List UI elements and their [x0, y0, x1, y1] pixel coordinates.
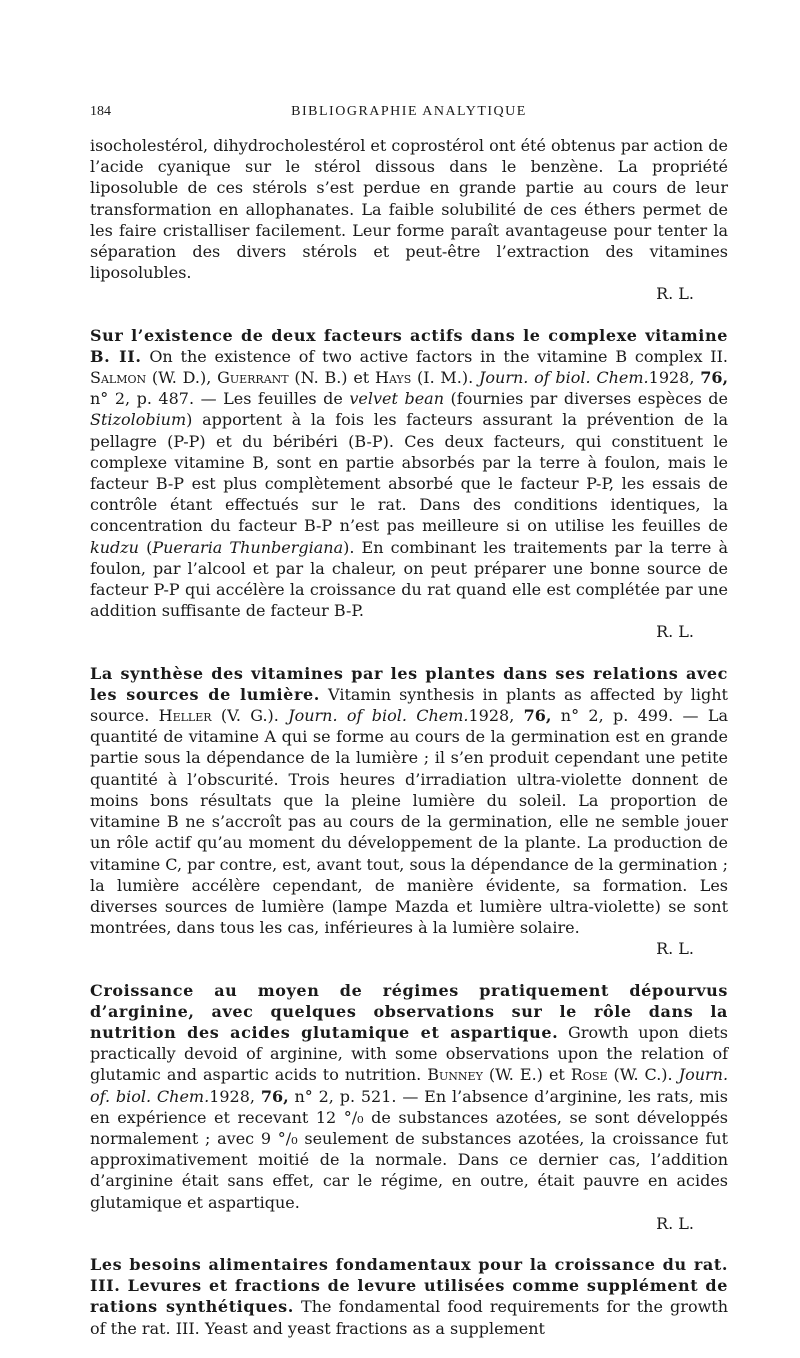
- italic-term: Stizolobium: [90, 410, 187, 430]
- continuation-text: isocholestérol, dihydrocholestérol et coprostérol ont été obtenus par action de l’acide cyanique sur le stérol dissous dans le benzène. La propriété liposoluble de ces stérols s’est perdue en grande partie au cours de leur transformation en allophanates. La faible solubilité de ces éthers permet de les faire cristalliser facilement. Leur forme paraît avantageuse pour tenter la séparation des divers stérols et peut-être l’extraction des vitamines liposolubles.: [90, 136, 729, 283]
- italic-term: kudzu: [90, 537, 139, 557]
- author-initials: (N. B.): [294, 368, 348, 388]
- journal-name: Journ. of. biol. Chem.: [90, 1065, 729, 1106]
- signature: R. L.: [656, 939, 694, 959]
- signature: R. L.: [656, 622, 694, 642]
- abstract-text: ) apportent à la fois les facteurs assurant la prévention de la pellagre (P-P) et du béribéri (B-P). Ces deux facteurs, qui constituent le complexe vitamine B, sont en partie absorbés par la terre à foulon, mais le facteur B-P est plus complètement absorbé que le facteur P-P, les essais de contrôle étant effectués sur le rat. Dans des conditions identiques, la concentration du facteur B-P n’est pas meilleure si on utilise les feuilles de: [90, 410, 728, 536]
- page-body: [90, 135, 728, 1339]
- author-initials: (W. C.).: [613, 1065, 673, 1085]
- author-connector: et: [548, 1065, 565, 1085]
- abstract-4: [90, 1254, 728, 1339]
- author-name: Heller: [158, 706, 212, 726]
- author-name: Guerrant: [217, 368, 289, 388]
- abstract-2: La synthèse des vitamines par les plantes dans ses relations avec les sources de lumière. Vitamin synthesis in plants as affected by light source. Heller (V. G.). Journ. of biol. Chem.1928, 76, n° 2, p. 499. — La quantité de vitamine A qui se forme au cours de la germination est en grande partie sous la dépendance de la lumière ; il s’en produit cependant une petite quantité à l’obscurité. Trois heures d’irradiation ultra-violette donnent de moins bons résultats que la pleine lumière du soleil. La proportion de vitamine B ne s’accroît pas au cours de la germination, elle ne semble jouer un rôle actif qu’au moment du développement de la plante. La production de vitamine C, par contre, est, avant tout, sous la dépendance de la germination ; la lumière accélère cependant, de manière évidente, sa formation. Les diverses sources de lumière (lampe Mazda et lumière ultra-violette) se sont montrées, dans tous les cas, inférieures à la lumière solaire. R. L.: [90, 663, 728, 959]
- author-name: Salmon: [90, 368, 147, 388]
- abstract-text: La quantité de vitamine A qui se forme au cours de la germination est en grande partie sous la dépendance de la lumière ; il s’en produit cependant une petite quantité à l’obscurité. Trois heures d’irradiation ultra-violette donnent de moins bons résultats que la pleine lumière du soleil. La proportion de vitamine B ne s’accroît pas au cours de la germination, elle ne semble jouer un rôle actif qu’au moment du développement de la plante. La production de vitamine C, par contre, est, avant tout, sous la dépendance de la germination ; la lumière accélère cependant, de manière évidente, sa formation. Les diverses sources de lumière (lampe Mazda et lumière ultra-violette) se sont montrées, dans tous les cas, inférieures à la lumière solaire.: [90, 706, 728, 938]
- citation-issue: n° 2, p. 499.: [560, 706, 674, 726]
- author-name: Hays: [374, 368, 412, 388]
- italic-term: Pueraria Thunbergiana: [152, 537, 344, 557]
- italic-term: velvet bean: [349, 389, 445, 409]
- abstract-1: Sur l’existence de deux facteurs actifs dans le complexe vitamine B. II. On the existence of two active factors in the vitamine B complex II. Salmon (W. D.), Guerrant (N. B.) et Hays (I. M.). Journ. of biol. Chem.1928, 76, n° 2, p. 487. — Les feuilles de velvet bean (fournies par diverses espèces de Stizolobium) apportent à la fois les facteurs assurant la prévention de la pellagre (P-P) et du béribéri (B-P). Ces deux facteurs, qui constituent le complexe vitamine B, sont en partie absorbés par la terre à foulon, mais le facteur B-P est plus complètement absorbé que le facteur P-P, les essais de contrôle étant effectués sur le rat. Dans des conditions identiques, la concentration du facteur B-P n’est pas meilleure si on utilise les feuilles de kudzu (Pueraria Thunbergiana). En combinant les traitements par la terre à foulon, par l’alcool et par la chaleur, on peut préparer une bonne source de facteur P-P qui accélère la croissance du rat quand elle est complétée par une addition suffisante de facteur B-P. R. L.: [90, 325, 729, 642]
- author-initials: (W. D.),: [151, 368, 212, 388]
- abstract-text: Les feuilles de: [223, 389, 343, 409]
- citation-year: 1928,: [209, 1086, 255, 1106]
- english-title: The fondamental food requirements for the growth of the rat. III. Yeast and yeast fractions as a supplement: [90, 1297, 728, 1338]
- abstract-text: (fournies par diverses espèces de: [450, 389, 729, 409]
- journal-name: Journ. of biol. Chem.: [288, 706, 469, 726]
- running-title: BIBLIOGRAPHIE ANALYTIQUE: [291, 104, 527, 119]
- abstract-title: La synthèse des vitamines par les plantes dans ses relations avec les sources de lumière.: [90, 663, 728, 704]
- author-name: Bunney: [427, 1065, 483, 1085]
- citation-issue: n° 2, p. 487.: [90, 389, 195, 409]
- author-initials: (I. M.).: [417, 368, 474, 388]
- abstract-title: Croissance au moyen de régimes pratiquement dépourvus d’arginine, avec quelques observations sur le rôle dans la nutrition des acides glutamique et aspartique.: [90, 980, 728, 1042]
- english-title: Growth upon diets practically devoid of arginine, with some observations upon the relation of glutamic and aspartic acids to nutrition.: [90, 1022, 728, 1085]
- abstract-text: ). En combinant les traitements par la terre à foulon, par l’alcool et par la chaleur, on peut préparer une bonne source de facteur P-P qui accélère la croissance du rat quand elle est complétée par une addition suffisante de facteur B-P.: [90, 537, 728, 621]
- citation-issue: n° 2, p. 521.: [294, 1086, 397, 1106]
- running-head: [90, 104, 728, 126]
- abstract-title: Les besoins alimentaires fondamentaux pour la croissance du rat. III. Levures et fractions de levure utilisées comme supplément de rations synthétiques.: [90, 1254, 728, 1317]
- citation-volume: 76,: [523, 706, 552, 726]
- citation-year: 1928,: [648, 368, 695, 388]
- abstract-3: Croissance au moyen de régimes pratiquement dépourvus d’arginine, avec quelques observations sur le rôle dans la nutrition des acides glutamique et aspartique. Growth upon diets practically devoid of arginine, with some observations upon the relation of glutamic and aspartic acids to nutrition. Bunney (W. E.) et Rose (W. C.). Journ. of. biol. Chem.1928, 76, n° 2, p. 521. — En l’absence d’arginine, les rats, mis en expérience et recevant 12 °/₀ de substances azotées, se sont développés normalement ; avec 9 °/₀ seulement de substances azotées, la croissance fut approximativement moitié de la normale. Dans ce dernier cas, l’addition d’arginine était sans effet, car le régime, en outre, était pauvre en acides glutamique et aspartique. R. L.: [90, 980, 729, 1233]
- page-number: 184: [90, 104, 111, 119]
- continuation-paragraph: [90, 135, 728, 305]
- author-initials: (W. E.): [488, 1065, 543, 1085]
- english-title: On the existence of two active factors in the vitamine B complex II.: [149, 346, 728, 366]
- signature: R. L.: [656, 1213, 694, 1233]
- abstract-text: En l’absence d’arginine, les rats, mis en expérience et recevant 12 °/₀ de substances azotées, se sont développés normalement ; avec 9 °/₀ seulement de substances azotées, la croissance fut approximativement moitié de la normale. Dans ce dernier cas, l’addition d’arginine était sans effet, car le régime, en outre, était pauvre en acides glutamique et aspartique.: [90, 1086, 729, 1212]
- abstract-title: Sur l’existence de deux facteurs actifs dans le complexe vitamine B. II.: [90, 325, 728, 366]
- author-initials: (V. G.).: [220, 706, 279, 726]
- author-name: Rose: [570, 1065, 608, 1085]
- english-title: Vitamin synthesis in plants as affected by light source.: [90, 684, 728, 726]
- journal-name: Journ. of biol. Chem.: [478, 368, 649, 388]
- abstract-text: (: [146, 537, 153, 557]
- citation-year: 1928,: [468, 706, 515, 726]
- citation-volume: 76,: [700, 368, 729, 388]
- signature: R. L.: [656, 284, 694, 304]
- citation-volume: 76,: [260, 1086, 289, 1106]
- author-connector: et: [353, 368, 370, 388]
